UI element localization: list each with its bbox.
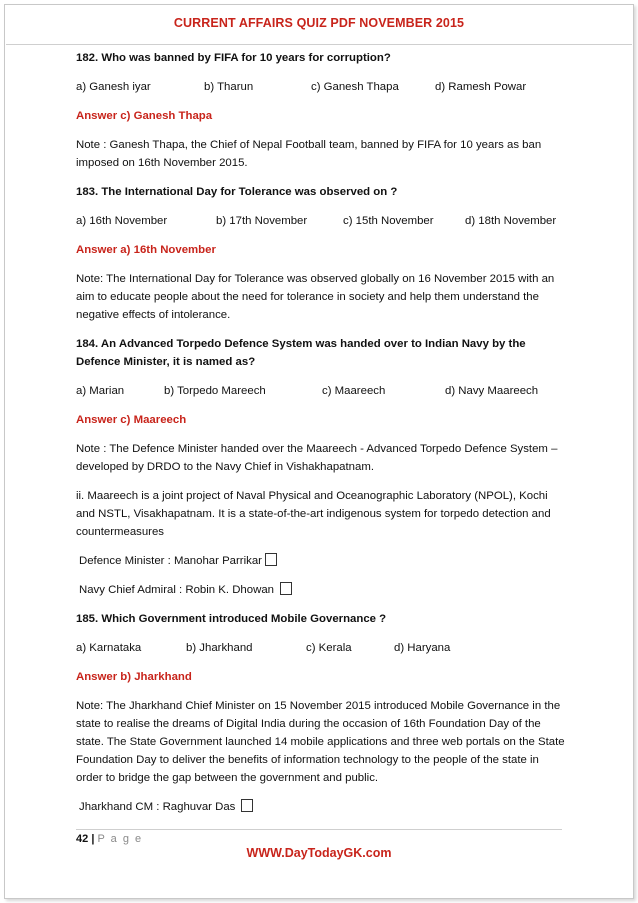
option: c) Ganesh Thapa <box>311 81 399 93</box>
footer-divider <box>76 829 562 830</box>
note-text: Note : The Defence Minister handed over the Maareech - Advanced Torpedo Defence System – developed by DRDO to the Navy Chief in Vishakhapatnam. <box>76 443 558 473</box>
option: c) 15th November <box>343 215 434 227</box>
option: a) Ganesh iyar <box>76 81 151 93</box>
option: b) 17th November <box>216 215 308 227</box>
page-number-value: 42 <box>76 833 89 845</box>
fact-line <box>76 581 566 599</box>
answer-text: Answer c) Ganesh Thapa <box>76 110 213 122</box>
fact-text: Jharkhand CM : Raghuvar Das <box>79 801 236 813</box>
option: b) Jharkhand <box>186 642 253 654</box>
options-row <box>76 212 566 230</box>
option: d) Navy Maareech <box>445 385 539 397</box>
options-row <box>76 639 566 657</box>
fact-text: Navy Chief Admiral : Robin K. Dhowan <box>79 584 274 596</box>
option: b) Tharun <box>204 81 254 93</box>
options-row <box>76 382 566 400</box>
option: d) Haryana <box>394 642 451 654</box>
fact-line <box>76 552 566 570</box>
answer-text: Answer c) Maareech <box>76 414 187 426</box>
box-glyph-icon <box>241 799 253 812</box>
option: a) Marian <box>76 385 125 397</box>
page-separator: | <box>91 833 95 845</box>
option: c) Maareech <box>322 385 386 397</box>
option: c) Kerala <box>306 642 352 654</box>
option: a) Karnataka <box>76 642 142 654</box>
note-text: Note: The Jharkhand Chief Minister on 15 November 2015 introduced Mobile Governance in the state to realise the dreams of Digital India during the occasion of 16th Foundation Day of the state. The State Government launched 14 mobile applications and three web portals on the State Foundation Day to deliver the benefits of information technology to the people of the state in order to bridge the gap between the government and public. <box>76 700 565 784</box>
box-glyph-icon <box>280 582 292 595</box>
note-text: Note: The International Day for Tolerance was observed globally on 16 November 2015 with an aim to educate people about the need for tolerance in society and help them understand the negative effects of intolerance. <box>76 273 555 321</box>
option: d) Ramesh Powar <box>435 81 527 93</box>
question-text: 185. Which Government introduced Mobile Governance ? <box>76 613 387 625</box>
option: b) Torpedo Mareech <box>164 385 266 397</box>
option: d) 18th November <box>465 215 557 227</box>
header-divider <box>6 44 632 45</box>
answer-text: Answer a) 16th November <box>76 244 216 256</box>
fact-line <box>76 798 566 816</box>
options-row <box>76 78 566 96</box>
option: a) 16th November <box>76 215 168 227</box>
note-text: Note : Ganesh Thapa, the Chief of Nepal Football team, banned by FIFA for 10 years as ban imposed on 16th November 2015. <box>76 139 542 169</box>
question-text: 182. Who was banned by FIFA for 10 years for corruption? <box>76 52 391 64</box>
page-number <box>76 833 143 845</box>
page-label: P a g e <box>97 833 143 845</box>
footer-website: WWW.DayTodayGK.com <box>246 846 392 860</box>
question-text: 184. An Advanced Torpedo Defence System was handed over to Indian Navy by the Defence Minister, it is named as? <box>76 338 526 368</box>
answer-text: Answer b) Jharkhand <box>76 671 192 683</box>
fact-text: Defence Minister : Manohar Parrikar <box>79 555 262 567</box>
quiz-content <box>76 49 566 827</box>
page-header-title: CURRENT AFFAIRS QUIZ PDF NOVEMBER 2015 <box>173 16 465 30</box>
question-text: 183. The International Day for Tolerance was observed on ? <box>76 186 398 198</box>
box-glyph-icon <box>265 553 277 566</box>
note-text: ii. Maareech is a joint project of Naval Physical and Oceanographic Laboratory (NPOL), Kochi and NSTL, Visakhapatnam. It is a state-of-the-art indigenous system for torpedo detection and countermeasures <box>76 490 551 538</box>
